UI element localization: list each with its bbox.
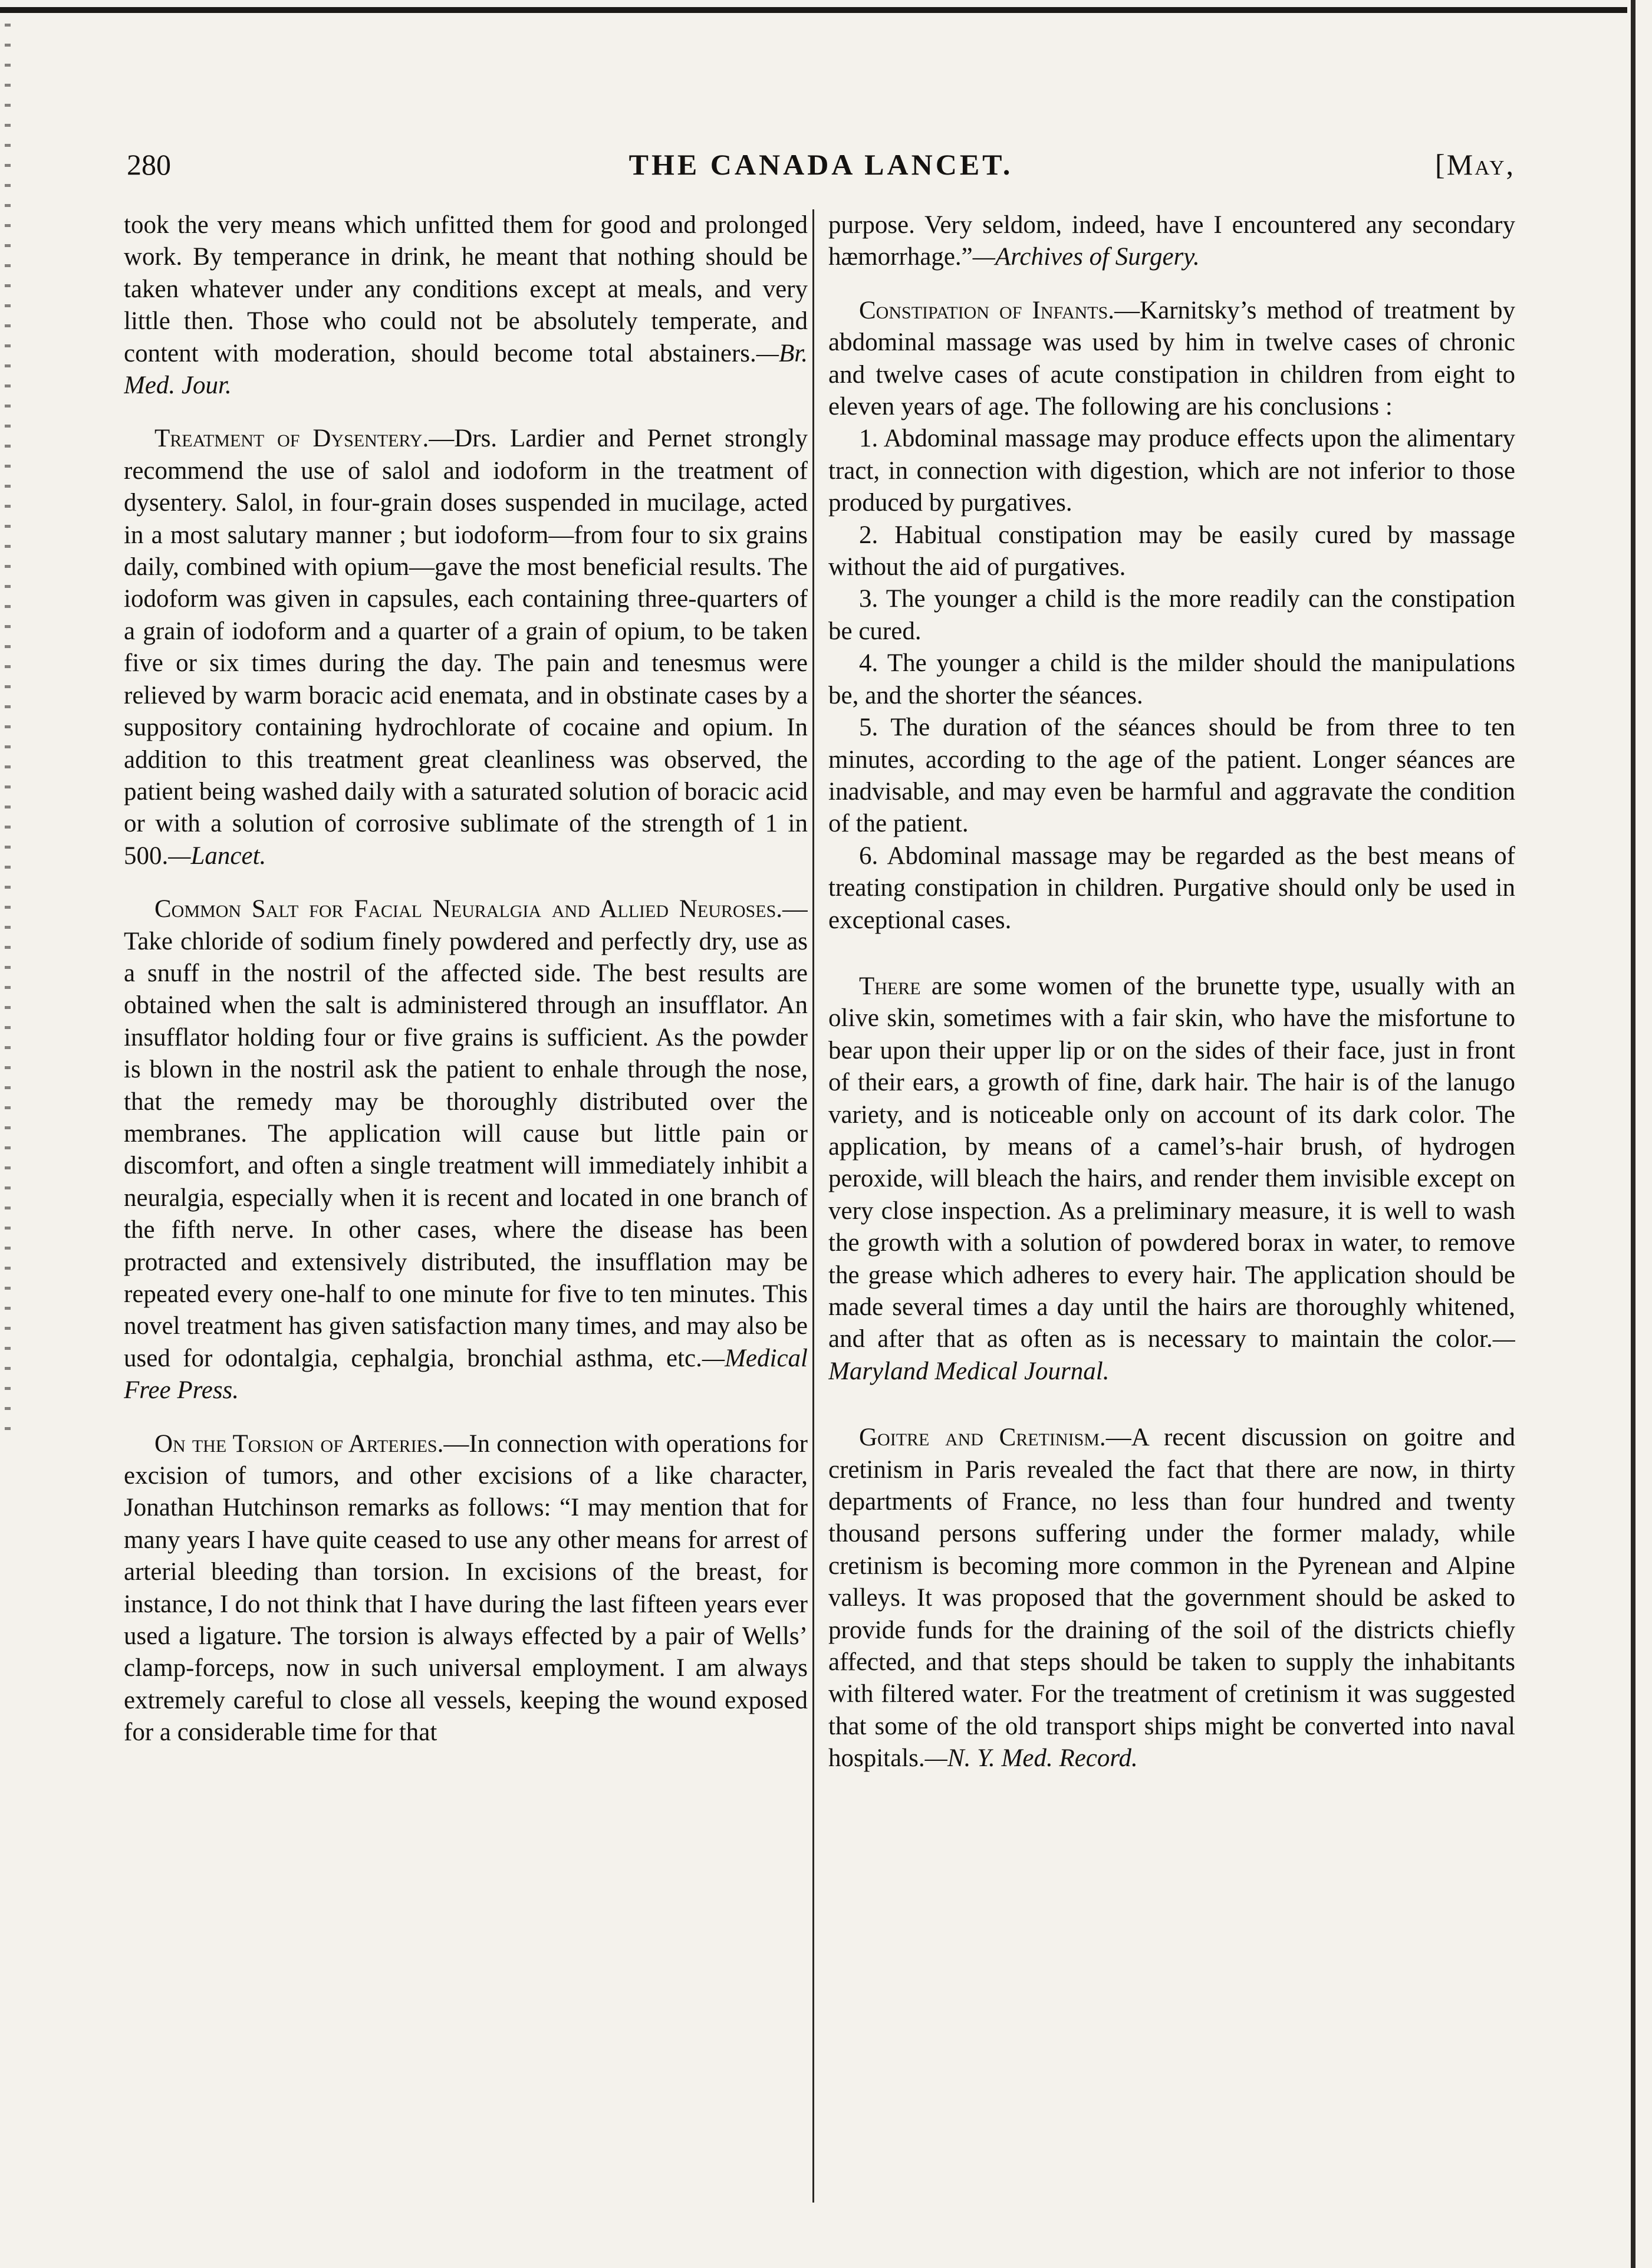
brunette-lead: There (859, 972, 921, 1000)
issue-month: [May, (1435, 148, 1515, 181)
conclusion-item: 5. The duration of the séances should be from three to ten minutes, according to the age of the patient. Longer séances are inadvisable, and may even be harmful and aggravate the condition of the patient. (828, 714, 1515, 838)
constipation-body: —Karnitsky’s method of treatment by abdominal massage was used by him in twelve cases of chronic and twelve cases of acute constipation in children from eight to eleven years of age. The following are his conclusions : (828, 296, 1515, 421)
temperance-paragraph (124, 209, 808, 402)
column-divider (812, 209, 814, 2203)
left-binding-marks (5, 24, 11, 1439)
temperance-source: —Br. Med. Jour. (124, 339, 808, 400)
torsion-heading: On the Torsion of Arteries. (154, 1429, 444, 1458)
torsion-article (124, 1428, 808, 1749)
salt-article (124, 893, 808, 1407)
dysentery-source: —Lancet. (168, 842, 266, 870)
salt-source: —Medical Free Press. (124, 1344, 808, 1405)
dysentery-heading: Treatment of Dysentery. (154, 425, 429, 453)
running-header (127, 147, 1515, 195)
torsion-continuation (828, 209, 1515, 274)
conclusion-item: 2. Habitual constipation may be easily cured by massage without the aid of purgatives. (828, 521, 1515, 581)
conclusion-item: 4. The younger a child is the milder should the manipulations be, and the shorter the séances. (828, 649, 1515, 709)
salt-body: —Take chloride of sodium finely powdered and perfectly dry, use as a snuff in the nostril of the affected side. The best results are obtained when the salt is administered through an insufflator. An insufflator holding four or five grains is sufficient. As the powder is blown in the nostril ask the patient to enhale through the nose, that the remedy may be thoroughly distributed over the membranes. The application will cause but little pain or discomfort, and often a single treatment will immediately inhibit a neuralgia, especially when it is recent and located in one branch of the fifth nerve. In other cases, where the disease has been protracted and extensively distributed, the insufflation may be repeated every one-half to one minute for five to ten minutes. This novel treatment has given satisfaction many times, and may also be used for odontalgia, cephalgia, bronchial asthma, etc. (124, 895, 808, 1372)
journal-title: THE CANADA LANCET. (628, 148, 1013, 181)
torsion-source: —Archives of Surgery. (972, 243, 1200, 271)
goitre-source: —N. Y. Med. Record. (924, 1744, 1138, 1773)
right-page-edge (1631, 0, 1635, 2268)
torsion-body: —In connection with operations for excision of tumors, and other excisions of a like character, Jonathan Hutchinson remarks as follows: “I may mention that for many years I have quite ceased to use any other means for arrest of arterial bleeding than torsion. In excisions of the breast, for instance, I do not think that I have during the last fifteen years ever used a ligature. The torsion is always effected by a pair of Wells’ clamp-forceps, now in such universal employment. I am always extremely careful to close all vessels, keeping the wound exposed for a considerable time for that (124, 1429, 808, 1747)
goitre-body: —A recent discussion on goitre and cretinism in Paris revealed the fact that there are now, in thirty departments of France, no less than four hundred and twenty thousand persons suffering under the former malady, while cretinism is becoming more common in the Pyrenean and Alpine valleys. It was proposed that the government should be asked to provide funds for the draining of the soil of the districts chiefly affected, and that steps should be taken to supply the inhabitants with filtered water. For the treatment of cretinism it was suggested that some of the old transport ships might be converted into naval hospitals. (828, 1424, 1515, 1773)
brunette-article (828, 971, 1515, 1388)
brunette-body: are some women of the brunette type, usually with an olive skin, sometimes with a fair skin, who have the misfortune to bear upon their upper lip or on the sides of their face, just in front of their ears, a growth of fine, dark hair. The hair is of the lanugo variety, and is noticeable only on account of its dark color. The application, by means of a camel’s-hair brush, of hydrogen peroxide, will bleach the hairs, and render them invisible except on very close inspection. As a preliminary measure, it is well to wash the growth with a solution of powdered borax in water, to remove the grease which adheres to every hair. The application should be made several times a day until the hairs are thoroughly whitened, and after that as often as is necessary to maintain the color. (828, 972, 1515, 1353)
right-column (828, 209, 1515, 2203)
goitre-article (828, 1422, 1515, 1774)
top-border-rule (0, 7, 1627, 13)
temperance-text: took the very means which unfitted them for good and prolonged work. By temperance in drink, he meant that nothing should be taken whatever under any conditions except at meals, and very little then. Those who could not be absolutely temperate, and content with moderation, should become total abstainers. (124, 211, 808, 367)
constipation-heading: Constipation of Infants. (859, 296, 1115, 324)
constipation-article (828, 295, 1515, 423)
conclusion-item: 1. Abdominal massage may produce effects upon the alimentary tract, in connection with digestion, which are not inferior to those produced by purgatives. (828, 425, 1515, 517)
goitre-heading: Goitre and Cretinism. (859, 1424, 1106, 1452)
conclusion-item: 6. Abdominal massage may be regarded as the best means of treating constipation in children. Purgative should only be used in exceptional cases. (828, 842, 1515, 934)
salt-heading: Common Salt for Facial Neuralgia and Allied Neuroses. (154, 895, 782, 923)
brunette-source: —Maryland Medical Journal. (828, 1325, 1515, 1385)
left-column (124, 209, 808, 2203)
page-number: 280 (127, 148, 171, 181)
dysentery-article (124, 423, 808, 872)
conclusion-item: 3. The younger a child is the more readily can the constipation be cured. (828, 585, 1515, 645)
dysentery-body: —Drs. Lardier and Pernet strongly recommend the use of salol and iodoform in the treatment of dysentery. Salol, in four-grain doses suspended in mucilage, acted in a most salutary manner ; but iodoform—from four to six grains daily, combined with opium—gave the most beneficial results. The iodoform was given in capsules, each containing three-quarters of a grain of iodoform and a quarter of a grain of opium, to be taken five or six times during the day. The pain and tenesmus were relieved by warm boracic acid enemata, and in obstinate cases by a suppository containing hydrochlorate of cocaine and opium. In addition to this treatment great cleanliness was observed, the patient being washed daily with a saturated solution of boracic acid or with a solution of corrosive sublimate of the strength of 1 in 500. (124, 425, 808, 870)
torsion-cont-text: purpose. Very seldom, indeed, have I encountered any secondary hæmorrhage.” (828, 211, 1515, 271)
